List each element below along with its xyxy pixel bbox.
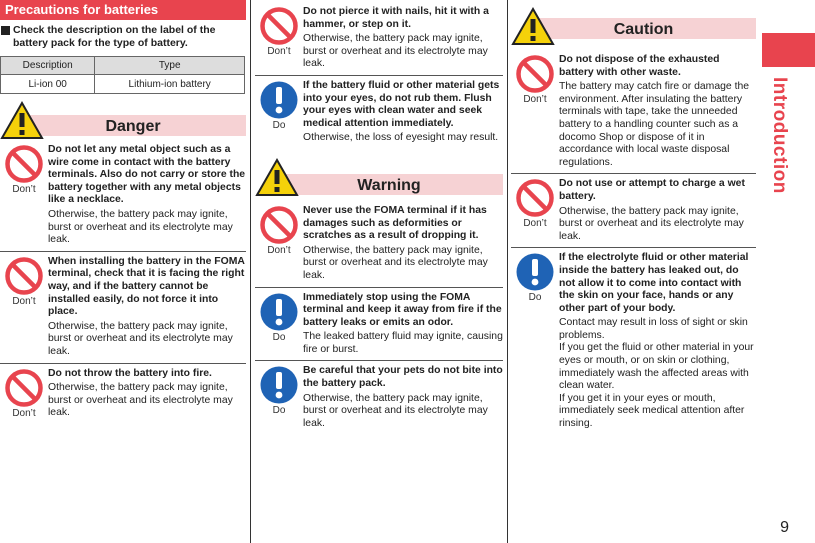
safety-item bbox=[255, 2, 503, 76]
icon-caption: Do bbox=[272, 331, 286, 343]
item-description: Otherwise, the battery pack may ignite, burst or overheat and its electrolyte may leak. bbox=[48, 208, 233, 246]
battery-label-note: Check the description on the label of the battery pack for the type of battery. bbox=[0, 24, 246, 50]
item-heading: When installing the battery in the FOMA terminal, check that it is facing the right way, and if the battery cannot be installed easily, do not force it into place. bbox=[48, 255, 245, 318]
mandatory-icon bbox=[511, 252, 559, 292]
prohibited-icon bbox=[0, 368, 48, 408]
warning-label: Warning bbox=[357, 176, 421, 194]
item-description: Otherwise, the battery pack may ignite, burst or overheat and its electrolyte may leak. bbox=[48, 320, 233, 357]
item-heading: Do not use or attempt to charge a wet battery. bbox=[559, 178, 745, 202]
icon-caption: Do bbox=[272, 405, 286, 417]
prohibited-icon bbox=[511, 54, 559, 94]
item-heading: If the battery fluid or other material gets into your eyes, do not rub them. Flush your eyes with clean water and seek medical attention immediately. bbox=[303, 79, 500, 129]
table-header: Description bbox=[1, 57, 95, 75]
danger-banner bbox=[0, 110, 246, 135]
icon-caption: Don’t bbox=[267, 244, 291, 256]
safety-item bbox=[255, 288, 503, 362]
column-3 bbox=[511, 0, 756, 543]
table-cell: Li-ion 00 bbox=[1, 75, 95, 94]
mandatory-icon bbox=[255, 365, 303, 405]
prohibited-icon bbox=[0, 256, 48, 296]
caution-banner bbox=[511, 16, 756, 38]
caution-label: Caution bbox=[613, 21, 674, 38]
icon-caption: Don’t bbox=[267, 46, 291, 57]
item-description: Otherwise, the loss of eyesight may result. bbox=[303, 132, 499, 144]
safety-item bbox=[0, 140, 246, 252]
safety-item bbox=[0, 364, 246, 424]
battery-table bbox=[0, 56, 245, 94]
item-description: Otherwise, the battery pack may ignite, burst or overheat and its electrolyte may leak. bbox=[303, 33, 488, 70]
table-cell: Lithium-ion battery bbox=[95, 75, 245, 94]
safety-item bbox=[511, 174, 756, 248]
item-heading: Do not let any metal object such as a wire come in contact with the battery terminals. Also do not carry or store the battery together with any metal objects like a necklace. bbox=[48, 144, 246, 206]
safety-item bbox=[511, 248, 756, 434]
section-title: Precautions for batteries bbox=[0, 0, 246, 20]
safety-item bbox=[255, 76, 503, 149]
prohibited-icon bbox=[255, 6, 303, 46]
icon-caption: Don’t bbox=[12, 184, 36, 195]
item-heading: Immediately stop using the FOMA terminal and keep it away from fire if the battery leaks or emits an odor. bbox=[303, 291, 502, 328]
item-heading: Be careful that your pets do not bite into the battery pack. bbox=[303, 365, 503, 390]
table-header: Type bbox=[95, 57, 245, 75]
item-heading: Do not dispose of the exhausted battery with other waste. bbox=[559, 54, 720, 78]
side-tab-label: Introduction bbox=[769, 77, 790, 194]
icon-caption: Don’t bbox=[12, 295, 36, 307]
item-description: Otherwise, the battery pack may ignite, burst or overheat and its electrolyte may leak. bbox=[48, 382, 233, 419]
item-description: Otherwise, the battery pack may ignite, burst or overheat and its electrolyte may leak. bbox=[559, 205, 744, 242]
mandatory-icon bbox=[255, 80, 303, 120]
mandatory-icon bbox=[255, 292, 303, 332]
safety-item bbox=[255, 201, 503, 288]
side-tab-marker bbox=[762, 33, 815, 67]
item-heading: Do not throw the battery into fire. bbox=[48, 367, 212, 379]
column-divider bbox=[250, 0, 251, 543]
item-heading: Do not pierce it with nails, hit it with a hammer, or step on it. bbox=[303, 6, 489, 30]
item-description: Contact may result in loss of sight or skin problems. If you get the fluid or other material in your eyes or mouth, or on skin or clothing, immediately wash the affected areas with clean water. If you get it in your eyes or mouth, immediately seek medical attention after rinsing. bbox=[559, 317, 754, 430]
page-number: 9 bbox=[780, 519, 789, 536]
item-heading: If the electrolyte fluid or other material inside the battery has leaked out, do not allow it to come into contact with the skin on your face, hands or any other part of your body. bbox=[559, 252, 749, 314]
table-row bbox=[1, 75, 245, 94]
safety-item bbox=[0, 252, 246, 364]
prohibited-icon bbox=[511, 178, 559, 218]
icon-caption: Don’t bbox=[12, 407, 36, 419]
column-1 bbox=[0, 0, 246, 543]
icon-caption: Do bbox=[528, 292, 542, 304]
column-divider bbox=[507, 0, 508, 543]
square-bullet-icon bbox=[1, 26, 10, 35]
safety-item bbox=[511, 50, 756, 174]
warning-banner bbox=[255, 167, 503, 194]
item-description: The battery may catch fire or damage the environment. After insulating the battery terminals with tape, take the unneeded battery to a handling counter such as a docomo Shop or dispose of it in accordance with local waste disposal regulations. bbox=[559, 81, 750, 168]
item-heading: Never use the FOMA terminal if it has damages such as deformities or scratches as a result of dropping it. bbox=[303, 204, 487, 242]
item-description: Otherwise, the battery pack may ignite, burst or overheat and its electrolyte may leak. bbox=[303, 244, 488, 281]
icon-caption: Don’t bbox=[523, 94, 547, 105]
item-description: The leaked battery fluid may ignite, causing fire or burst. bbox=[303, 331, 503, 355]
side-tab bbox=[762, 33, 815, 493]
prohibited-icon bbox=[0, 144, 48, 184]
item-description: Otherwise, the battery pack may ignite, burst or overheat and its electrolyte may leak. bbox=[303, 392, 488, 429]
icon-caption: Do bbox=[272, 119, 286, 131]
prohibited-icon bbox=[255, 205, 303, 245]
column-2 bbox=[255, 0, 503, 543]
icon-caption: Don’t bbox=[523, 218, 547, 230]
safety-item bbox=[255, 361, 503, 434]
danger-label: Danger bbox=[105, 118, 161, 135]
